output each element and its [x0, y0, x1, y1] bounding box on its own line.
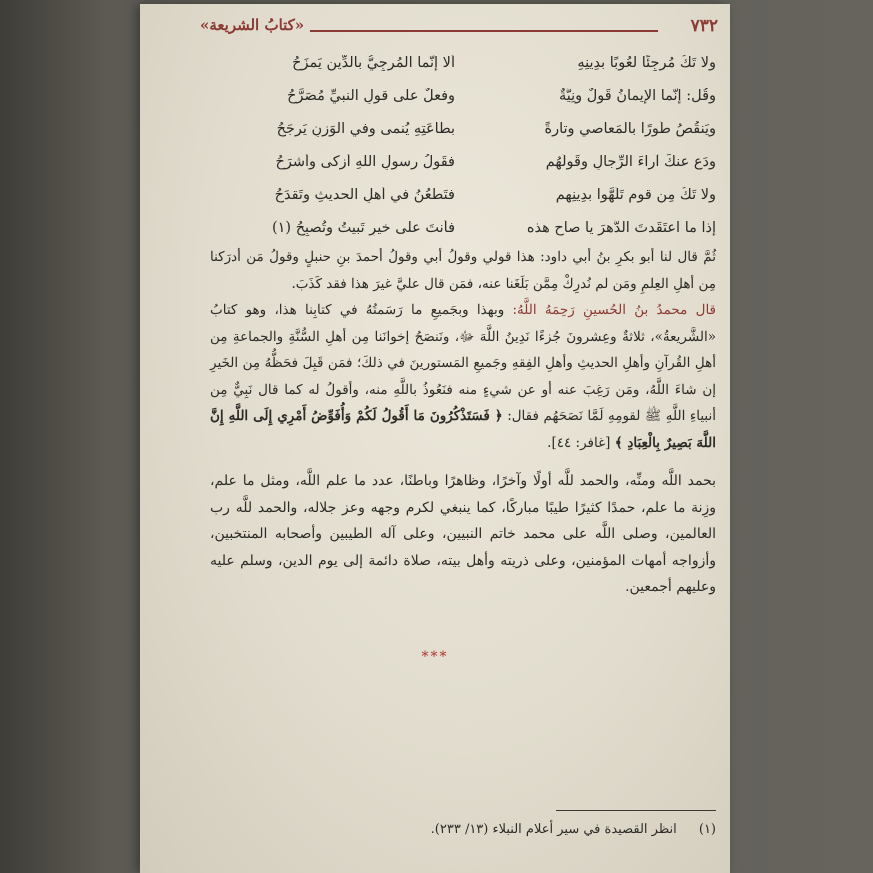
verse-first-hemistich: ولا تَكُ مُرجِئًا لعُوبًا بدِينِهِ: [577, 54, 716, 71]
poem-verse: [210, 178, 716, 211]
paragraph-closing-praise: بحمد اللَّه ومنِّه، والحمد للَّه أولًا وآخرًا، وظاهرًا وباطنًا، عدد ما علم اللَّه، ومثل ما علم، وزِنة ما علم، حمدًا كثيرًا طيبًا مباركًا، كما ينبغي لكرم وجهه وعز جلاله، والحمد للَّه رب العالمين، وصلى اللَّه على محمد خاتم النبيين، وعلى آله الطيبين وأصحابه المنتخبين، وأزواجه أمهات المؤمنين، وعلى ذريته وأهل بيته، صلاة دائمة إلى يوم الدين، وسلم عليه وعليهم أجمعين.: [210, 473, 716, 595]
header-rule: [310, 30, 658, 32]
book-title: «كتابُ الشريعة»: [200, 16, 305, 34]
verse-second-hemistich: فقَولُ رسولِ اللهِ أزكى وأشرَحُ: [275, 153, 455, 170]
footnote-rule: [556, 810, 716, 811]
verse-second-hemistich: فتَطعُنُ في أهلِ الحديثِ وتَقدَحُ: [274, 186, 455, 203]
verse-second-hemistich: بطاعَتِهِ يُنمى وفي الوَزنِ يَرجَحُ: [276, 120, 455, 137]
book-page: [140, 4, 730, 873]
section-separator: ***: [421, 649, 449, 665]
quran-reference: [غافر: ٤٤].: [547, 434, 611, 451]
footnote-text: انظر القصيدة في سير أعلام النبلاء (١٣/ ٢٣٣).: [430, 822, 677, 837]
page-header: [200, 14, 718, 44]
verse-first-hemistich: ودَع عنكَ آراءَ الرِّجالِ وقَولَهُم: [545, 153, 716, 170]
paragraph-ibn-abi-dawud: ثُمَّ قال لنا أبو بكرِ بنُ أبي داود: هذا قولي وقولُ أبي وقولُ أحمدَ بنِ حنبلٍ وقولُ مَن أدرَكنا مِن أهلِ العِلمِ ومَن لم نُدرِكْ مِمَّن بَلَغَنا عنه، فمَن قال عليَّ غيرَ هذا فقد كَذَبَ.: [210, 249, 716, 292]
verse-first-hemistich: ويَنقُصُ طَورًا بالمَعاصي وتارةً: [544, 120, 716, 137]
poem-verse: [210, 46, 716, 79]
poem: [210, 46, 716, 244]
prose-body: [210, 244, 716, 601]
verse-first-hemistich: ولا تَكُ مِن قومٍ تَلَهَّوا بدِينِهِم: [555, 186, 716, 203]
verse-second-hemistich: فأنتَ على خيرٍ تَبيتُ وتُصبِحُ (١): [271, 219, 455, 236]
page-number: ٧٣٢: [690, 16, 718, 36]
verse-second-hemistich: وفعلٌ على قولِ النبيِّ مُصَرَّحُ: [287, 87, 455, 104]
poem-verse: [210, 145, 716, 178]
paragraph-author-statement: [210, 297, 716, 456]
paragraph-text: وبهذا وبجَميعِ ما رَسَمتُهُ في كتابِنا هذا، وهو كتابُ «الشَّريعةُ»، ثلاثةٌ وعِشرونَ جُزءًا نَدِينُ اللَّهَ ﷻ، ونَنصَحُ إخوانَنا مِن أهلِ السُّنَّةِ والجماعةِ مِن أهلِ القُرآنِ وأهلِ الحديثِ وأهلِ الفِقهِ وجَميعِ المَستورينَ في ذلكَ؛ فمَن قَبِلَ فحَظُّهُ مِن الخَيرِ إن شاءَ اللَّهُ، ومَن رَغِبَ عنه أو عن شيءٍ منه فنَعُوذُ باللَّهِ منه، وأقولُ له كما قال نَبِيٌّ مِن أنبياءِ اللَّهِ ﷺ لقومِهِ لَمَّا نَصَحَهُم فقال:: [210, 302, 716, 424]
poem-verse: [210, 112, 716, 145]
poem-verse: [210, 211, 716, 244]
verse-second-hemistich: ألا إنَّما المُرجِيُّ بالدِّينِ يَمزَحُ: [292, 54, 455, 71]
verse-first-hemistich: وقُل: إنَّما الإيمانُ قَولٌ ونِيَّةٌ: [558, 87, 716, 104]
verse-first-hemistich: إذا ما اعتَقَدتَ الدَّهرَ يا صاحِ هذه: [526, 219, 716, 236]
footnote-number: (١): [698, 822, 716, 837]
poem-verse: [210, 79, 716, 112]
footnote: [210, 822, 716, 837]
quran-quote: ﴿ فَسَتَذْكُرُونَ مَا أَقُولُ لَكُمْ وَأُفَوِّضُ أَمْرِي إِلَى اللَّهِ إِنَّ اللَّهَ بَصِيرٌ بِالْعِبَادِ ﴾: [210, 408, 716, 451]
author-attribution: قال محمدُ بنُ الحُسينِ رَحِمَهُ اللَّهُ:: [512, 302, 717, 318]
